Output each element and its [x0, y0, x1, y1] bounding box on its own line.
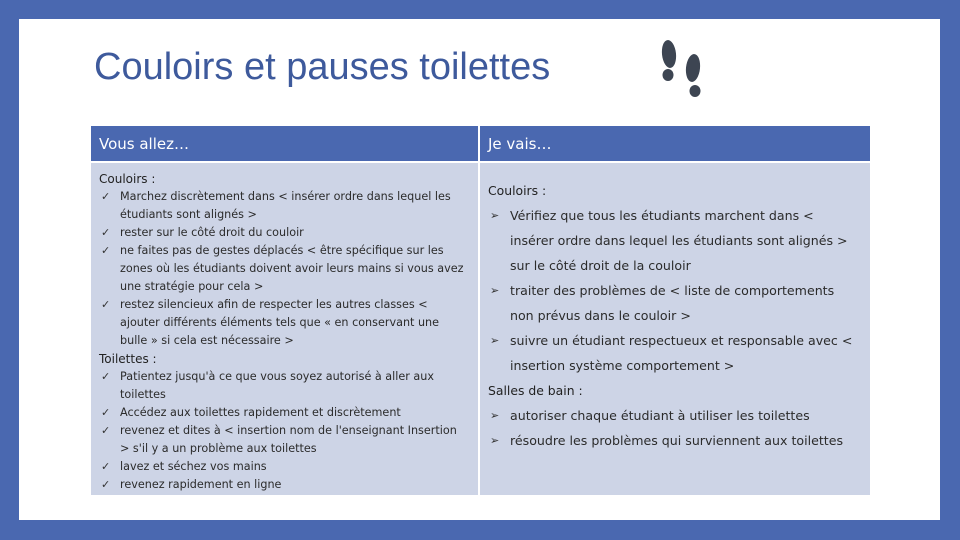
- list-item: ✓ restez silencieux afin de respecter les autres classes < ajouter différents éléments tels que « en conservant une bulle » si cela est nécessaire >: [101, 298, 440, 347]
- arrow-bullet-icon: ➢: [490, 409, 500, 422]
- check-icon: ✓: [101, 424, 111, 437]
- check-icon: ✓: [101, 406, 111, 419]
- list-item: ➢ autoriser chaque étudiant à utiliser les toilettes: [488, 403, 861, 428]
- header-je-vais: Je vais…: [479, 126, 870, 162]
- list-item: ✓ Accédez aux toilettes rapidement et discrètement: [99, 404, 469, 422]
- section-title-salles-de-bain: Salles de bain :: [488, 383, 583, 398]
- left-cell: [91, 162, 479, 495]
- header-vous-allez: Vous allez…: [91, 126, 479, 162]
- list-item: ✓ Marchez discrètement dans < insérer ordre dans lequel les étudiants sont alignés >: [101, 190, 451, 221]
- checklist-toilettes: [99, 368, 469, 494]
- page-title: Couloirs et pauses toilettes: [94, 46, 551, 88]
- section-title-toilettes: Toilettes :: [99, 352, 157, 366]
- list-item: ✓ rester sur le côté droit du couloir: [99, 224, 469, 242]
- list-item: ➢ résoudre les problèmes qui surviennent aux toilettes: [488, 428, 861, 453]
- check-icon: ✓: [101, 190, 111, 203]
- arrowlist-couloirs: [488, 203, 861, 378]
- check-icon: ✓: [101, 478, 111, 491]
- check-icon: ✓: [101, 244, 111, 257]
- check-icon: ✓: [101, 370, 111, 383]
- list-item: ✓ ne faites pas de gestes déplacés < être spécifique sur les zones où les étudiants doivent avoir leurs mains si vous avez une stratégie pour cela >: [101, 244, 464, 293]
- arrow-bullet-icon: ➢: [490, 284, 500, 297]
- right-cell: [479, 162, 870, 495]
- list-item: ✓ Patientez jusqu'à ce que vous soyez autorisé à aller aux toilettes: [101, 370, 434, 401]
- footprints-icon: [652, 38, 712, 110]
- rules-table: [91, 126, 870, 495]
- list-item: ✓ revenez rapidement en ligne: [99, 476, 469, 494]
- table-header-row: [91, 126, 870, 162]
- arrow-bullet-icon: ➢: [490, 434, 500, 447]
- section-title-couloirs-right: Couloirs :: [488, 183, 547, 198]
- table-row: [91, 162, 870, 495]
- arrow-bullet-icon: ➢: [490, 209, 500, 222]
- checklist-couloirs: [99, 188, 469, 350]
- section-title-couloirs: Couloirs :: [99, 172, 156, 186]
- arrowlist-salles-de-bain: [488, 403, 861, 453]
- check-icon: ✓: [101, 226, 111, 239]
- check-icon: ✓: [101, 460, 111, 473]
- list-item: ✓ lavez et séchez vos mains: [99, 458, 469, 476]
- arrow-bullet-icon: ➢: [490, 334, 500, 347]
- list-item: ➢ traiter des problèmes de < liste de comportements non prévus dans le couloir >: [488, 278, 861, 328]
- list-item: ➢ suivre un étudiant respectueux et responsable avec < insertion système comportement >: [488, 328, 861, 378]
- check-icon: ✓: [101, 298, 111, 311]
- list-item: ➢ Vérifiez que tous les étudiants marchent dans < insérer ordre dans lequel les étudiants sont alignés > sur le côté droit de la couloir: [488, 203, 861, 278]
- list-item: ✓ revenez et dites à < insertion nom de l'enseignant Insertion > s'il y a un problème aux toilettes: [101, 424, 457, 455]
